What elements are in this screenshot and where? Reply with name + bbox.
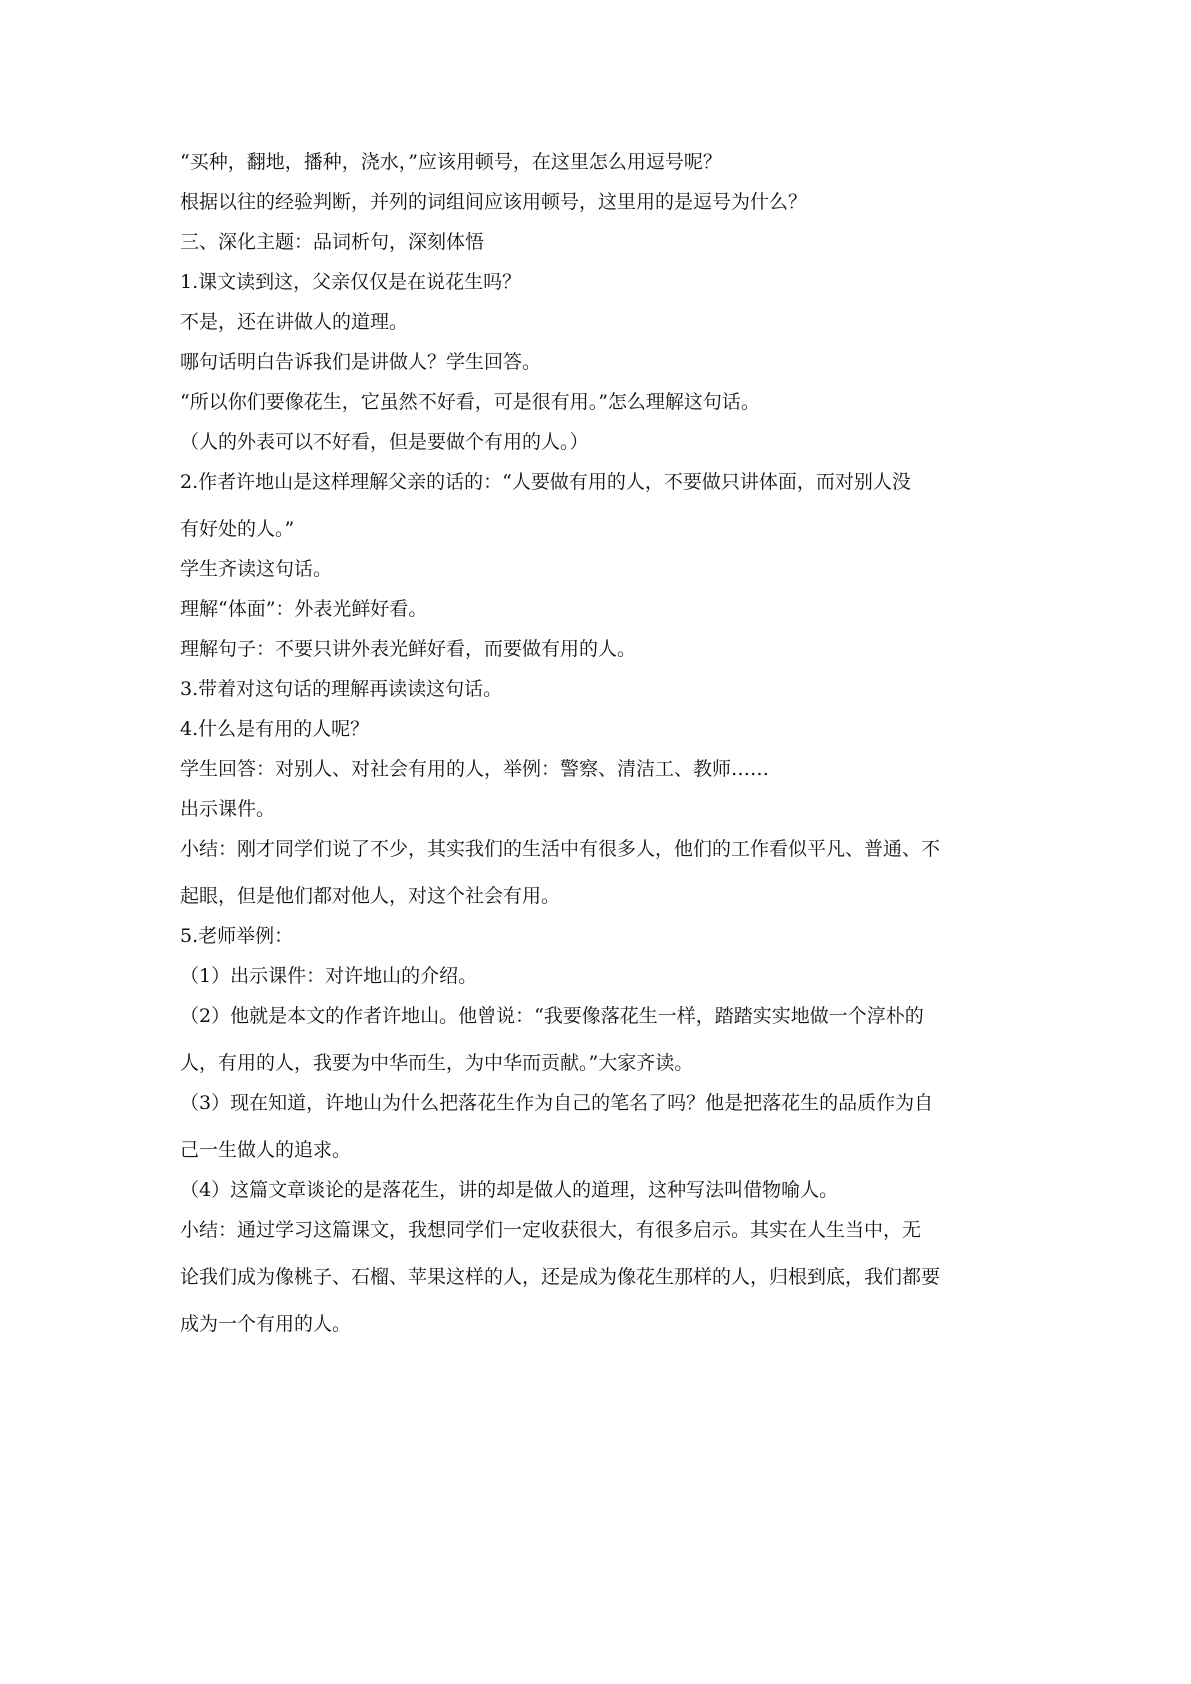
- paragraph-line: 论我们成为像桃子、石榴、苹果这样的人，还是成为像花生那样的人，归根到底，我们都要: [180, 1266, 941, 1288]
- paragraph-line: 有好处的人。”: [180, 518, 295, 540]
- paragraph-line: （2）他就是本文的作者许地山。他曾说：“我要像落花生一样，踏踏实实地做一个淳朴的: [180, 1005, 924, 1027]
- paragraph-line: 根据以往的经验判断，并列的词组间应该用顿号，这里用的是逗号为什么？: [180, 191, 808, 213]
- paragraph-line: 理解“体面”：外表光鲜好看。: [180, 598, 428, 620]
- paragraph-line: （人的外表可以不好看，但是要做个有用的人。）: [180, 431, 589, 453]
- paragraph-line: 2.作者许地山是这样理解父亲的话的：“人要做有用的人，不要做只讲体面，而对别人没: [180, 471, 911, 493]
- paragraph-line: 小结：通过学习这篇课文，我想同学们一定收获很大，有很多启示。其实在人生当中，无: [180, 1219, 922, 1241]
- paragraph-line: 人，有用的人，我要为中华而生，为中华而贡献。”大家齐读。: [180, 1052, 694, 1074]
- paragraph-line: 不是，还在讲做人的道理。: [180, 311, 409, 333]
- paragraph-line: 学生回答：对别人、对社会有用的人，举例：警察、清洁工、教师……: [180, 758, 770, 780]
- paragraph-line: 小结：刚才同学们说了不少，其实我们的生活中有很多人，他们的工作看似平凡、普通、不: [180, 838, 941, 860]
- paragraph-line: （4）这篇文章谈论的是落花生，讲的却是做人的道理，这种写法叫借物喻人。: [180, 1179, 839, 1201]
- paragraph-line: 哪句话明白告诉我们是讲做人？学生回答。: [180, 351, 542, 373]
- paragraph-line: 5.老师举例：: [180, 925, 294, 947]
- paragraph-line: 理解句子：不要只讲外表光鲜好看，而要做有用的人。: [180, 638, 637, 660]
- paragraph-line: 4.什么是有用的人呢？: [180, 718, 370, 740]
- paragraph-line: 1.课文读到这，父亲仅仅是在说花生吗？: [180, 271, 522, 293]
- paragraph-line: “所以你们要像花生，它虽然不好看，可是很有用。”怎么理解这句话。: [180, 391, 760, 413]
- paragraph-line: 成为一个有用的人。: [180, 1313, 352, 1335]
- section-heading: 三、深化主题：品词析句，深刻体悟: [180, 231, 485, 253]
- paragraph-line: 学生齐读这句话。: [180, 558, 333, 580]
- paragraph-line: 出示课件。: [180, 798, 276, 820]
- paragraph-line: “买种，翻地，播种，浇水，”应该用顿号，在这里怎么用逗号呢？: [180, 151, 722, 173]
- paragraph-line: （3）现在知道，许地山为什么把落花生作为自己的笔名了吗？他是把落花生的品质作为自: [180, 1092, 934, 1114]
- paragraph-line: （1）出示课件：对许地山的介绍。: [180, 965, 478, 987]
- document-body: [180, 150, 1020, 1352]
- paragraph-line: 己一生做人的追求。: [180, 1139, 352, 1161]
- paragraph-line: 起眼，但是他们都对他人，对这个社会有用。: [180, 885, 561, 907]
- paragraph-line: 3.带着对这句话的理解再读读这句话。: [180, 678, 503, 700]
